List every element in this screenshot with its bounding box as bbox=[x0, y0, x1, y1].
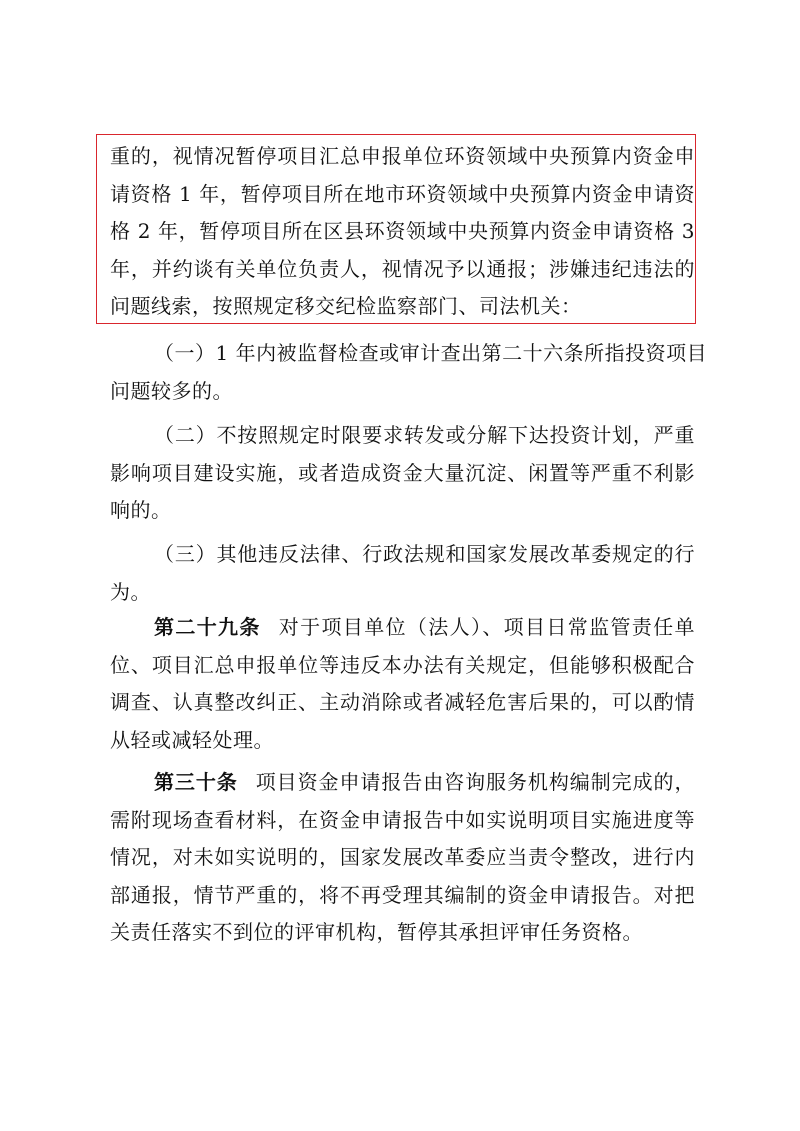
text-line bbox=[110, 764, 695, 802]
text-line: 关责任落实不到位的评审机构，暂停其承担评审任务资格。 bbox=[110, 920, 643, 944]
text-line: 影响项目建设实施，或者造成资金大量沉淀、闲置等严重不利影 bbox=[110, 460, 695, 485]
text-line: 位、项目汇总申报单位等违反本办法有关规定，但能够积极配合 bbox=[110, 652, 695, 677]
text-line: （二）不按照规定时限要求转发或分解下达投资计划，严重 bbox=[154, 423, 695, 447]
highlighted-paragraph bbox=[110, 138, 695, 326]
text-line: 请资格 1 年，暂停项目所在地市环资领域中央预算内资金申请资 bbox=[110, 181, 695, 206]
article-heading: 第三十条 bbox=[154, 770, 238, 794]
text-line: 部通报，情节严重的，将不再受理其编制的资金申请报告。对把 bbox=[110, 882, 695, 907]
article-heading: 第二十九条 bbox=[154, 615, 261, 639]
article-29 bbox=[110, 609, 695, 759]
text-line bbox=[110, 609, 695, 647]
text-line: 调查、认真整改纠正、主动消除或者减轻危害后果的，可以酌情 bbox=[110, 690, 695, 714]
text-line: （三）其他违反法律、行政法规和国家发展改革委规定的行 bbox=[154, 542, 695, 566]
article-30 bbox=[110, 764, 695, 952]
text-line: 需附现场查看材料，在资金申请报告中如实说明项目实施进度等 bbox=[110, 807, 695, 832]
text-line: 为。 bbox=[110, 579, 151, 604]
text-line: 响的。 bbox=[110, 498, 172, 522]
text-line: 年，并约谈有关单位负责人，视情况予以通报；涉嫌违纪违法的 bbox=[110, 256, 695, 281]
text-line: 问题较多的。 bbox=[110, 378, 233, 403]
list-item-3 bbox=[110, 536, 695, 611]
list-item-2 bbox=[110, 417, 695, 530]
text-line: 格 2 年，暂停项目所在区县环资领域中央预算内资金申请资格 3 bbox=[110, 219, 695, 243]
text-line: 情况，对未如实说明的，国家发展改革委应当责令整改，进行内 bbox=[110, 845, 695, 869]
article-text: 项目资金申请报告由咨询服务机构编制完成的， bbox=[255, 770, 695, 794]
text-line: （一）1 年内被监督检查或审计查出第二十六条所指投资项目 bbox=[154, 341, 708, 365]
text-line: 从轻或减轻处理。 bbox=[110, 727, 274, 752]
text-line: 问题线索，按照规定移交纪检监察部门、司法机关： bbox=[110, 294, 582, 318]
article-text: 对于项目单位（法人）、项目日常监管责任单 bbox=[278, 615, 696, 639]
text-line: 重的，视情况暂停项目汇总申报单位环资领域中央预算内资金申 bbox=[110, 144, 695, 168]
list-item-1 bbox=[110, 335, 708, 410]
